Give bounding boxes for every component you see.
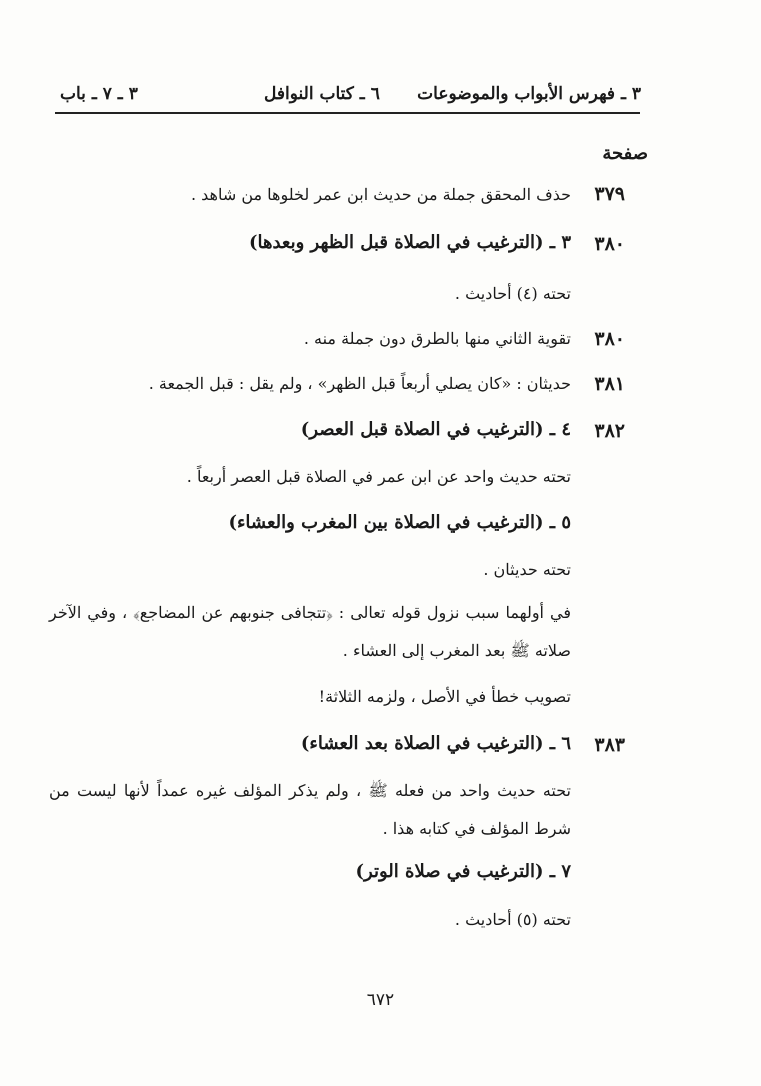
header-chapter-title: ٣ ـ فهرس الأبواب والموضوعات [417, 84, 641, 104]
entry-page-number: ٣٨١ [594, 373, 625, 395]
entry-page-number: ٣٨٠ [594, 233, 625, 255]
entry-paragraph: تحته حديث واحد من فعله ﷺ ، ولم يذكر المؤلف غيره عمداً لأنها ليست من شرط المؤلف في كتابه هذا . [49, 781, 571, 838]
header-section-ref: ٣ ـ ٧ ـ باب [60, 84, 138, 104]
entry-page-number: ٣٨٣ [594, 734, 625, 756]
entry-text: حديثان : «كان يصلي أربعاً قبل الظهر» ، ولم يقل : قبل الجمعة . [148, 374, 571, 393]
section-heading: ٣ ـ (الترغيب في الصلاة قبل الظهر وبعدها) [248, 232, 571, 253]
page-number: ٦٧٢ [366, 990, 395, 1010]
entry-paragraph: في أولهما سبب نزول قوله تعالى : ﴿تتجافى جنوبهم عن المضاجع﴾ ، وفي الآخر صلاته ﷺ بعد المغرب إلى العشاء . [49, 603, 571, 660]
entry-text: تحته حديثان . [483, 560, 571, 579]
header-rule [55, 112, 640, 114]
header-book-title: ٦ ـ كتاب النوافل [264, 84, 380, 104]
entry-text: تحته حديث واحد عن ابن عمر في الصلاة قبل العصر أربعاً . [186, 467, 571, 486]
entry-text: تحته (٥) أحاديث . [454, 910, 571, 929]
section-heading: ٥ ـ (الترغيب في الصلاة بين المغرب والعشاء) [228, 512, 571, 533]
entry-text: تقوية الثاني منها بالطرق دون جملة منه . [303, 329, 571, 348]
entry-text: تصويب خطأ في الأصل ، ولزمه الثلاثة! [318, 687, 571, 706]
entry-text: تحته (٤) أحاديث . [454, 284, 571, 303]
entry-text: حذف المحقق جملة من حديث ابن عمر لخلوها من شاهد . [190, 185, 571, 204]
page-column-heading: صفحة [602, 143, 648, 164]
section-heading: ٤ ـ (الترغيب في الصلاة قبل العصر) [300, 419, 571, 440]
entry-page-number: ٣٨٠ [594, 328, 625, 350]
entry-page-number: ٣٧٩ [594, 183, 625, 205]
section-heading: ٧ ـ (الترغيب في صلاة الوتر) [355, 861, 571, 882]
entry-page-number: ٣٨٢ [594, 420, 625, 442]
section-heading: ٦ ـ (الترغيب في الصلاة بعد العشاء) [300, 733, 571, 754]
